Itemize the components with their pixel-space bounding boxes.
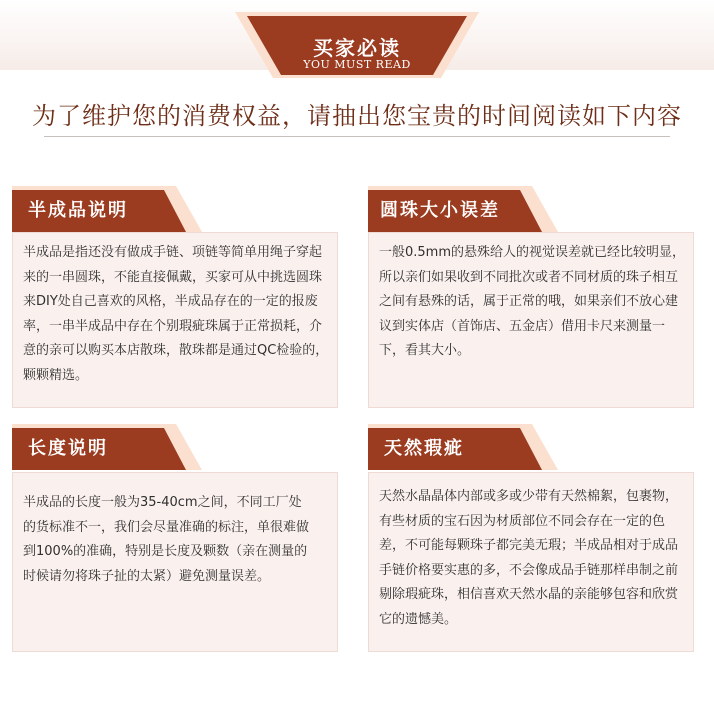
section-title-semi-finished: 半成品说明 bbox=[28, 200, 128, 221]
header-banner bbox=[235, 12, 479, 80]
section-text-natural-flaw: 天然水晶晶体内部或多或少带有天然棉絮，包裹物，有些材质的宝石因为材质部位不同会存在一定的色差，不可能每颗珠子都完美无瑕；半成品相对于成品手链价格要实惠的多，不会像成品手链那样串制之前剔除瑕疵珠，相信喜欢天然水晶的亲能够包容和欣赏它的遗憾美。 bbox=[379, 489, 679, 627]
section-text-bead-size: 一般0.5mm的悬殊给人的视觉误差就已经比较明显，所以亲们如果收到不同批次或者不同材质的珠子相互之间有悬殊的话，属于正常的哦，如果亲们不放心建议到实体店（首饰店、五金店）借用卡尺来测量一下，看其大小。 bbox=[379, 245, 686, 358]
banner-title: 买家必读 bbox=[313, 36, 401, 60]
section-header-length bbox=[12, 424, 202, 470]
section-header-semi-finished bbox=[12, 186, 202, 232]
section-body-bead-size bbox=[368, 232, 694, 408]
section-title-bead-size: 圆珠大小误差 bbox=[380, 200, 500, 221]
section-body-semi-finished bbox=[12, 232, 338, 408]
section-header-natural-flaw bbox=[368, 424, 558, 470]
page-headline: 为了维护您的消费权益，请抽出您宝贵的时间阅读如下内容 bbox=[32, 102, 682, 130]
section-text-length: 半成品的长度一般为35-40cm之间，不同工厂处的货标准不一，我们会尽量准确的标注，单很难做到100%的准确，特别是长度及颗数（亲在测量的时候请勿将珠子扯的太紧）避免测量误差。 bbox=[23, 495, 310, 584]
divider-line bbox=[44, 136, 670, 137]
section-body-natural-flaw bbox=[368, 472, 694, 652]
section-text-semi-finished: 半成品是指还没有做成手链、项链等简单用绳子穿起来的一串圆珠，不能直接佩戴，买家可从中挑选圆珠来DIY处自己喜欢的风格，半成品存在的一定的报废率，一串半成品中存在个别瑕疵珠属于正常损耗，介意的亲可以购买本店散珠，散珠都是通过QC检验的，颗颗精选。 bbox=[23, 245, 329, 383]
section-title-length: 长度说明 bbox=[28, 438, 108, 459]
section-title-natural-flaw: 天然瑕疵 bbox=[384, 438, 464, 459]
section-header-bead-size bbox=[368, 186, 558, 232]
banner-subtitle: YOU MUST READ bbox=[303, 58, 411, 71]
section-body-length bbox=[12, 472, 338, 652]
